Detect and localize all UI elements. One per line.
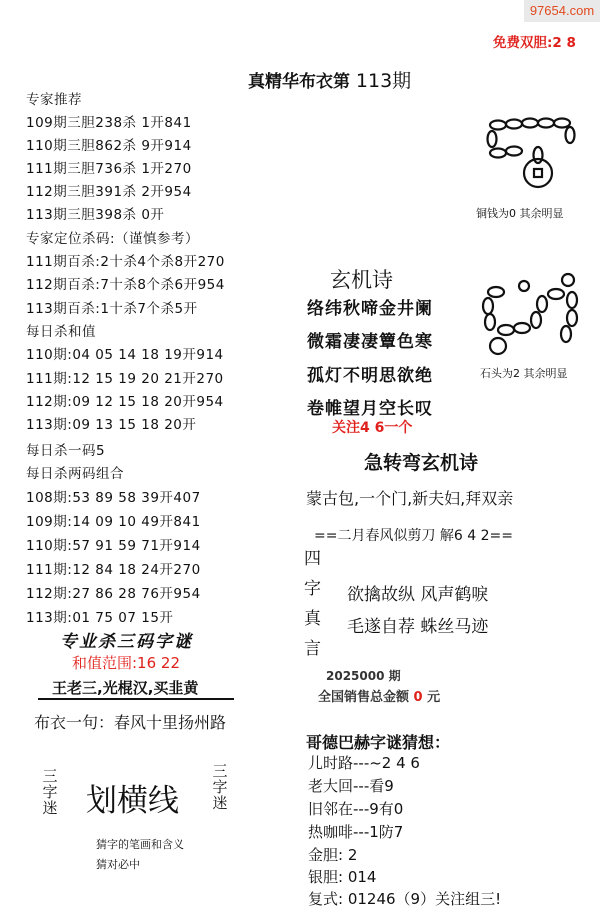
stone-chain-image: [476, 272, 586, 360]
title-issue: 113期: [355, 70, 412, 92]
poem-focus: 关注4 6一个: [332, 420, 413, 436]
poem-line: 微霜凄凄簟色寒: [307, 332, 433, 352]
sum-line: 113期:09 13 15 18 20开: [26, 417, 197, 433]
zimi-left-char: 三: [42, 767, 58, 785]
zimi-right: [212, 763, 228, 811]
four-char: 言: [304, 639, 321, 659]
poem-line: 孤灯不明思欲绝: [307, 366, 433, 386]
four-char: 字: [304, 579, 321, 599]
kill-two-line: 110期:57 91 59 71开914: [26, 538, 201, 554]
guess-hint: 猜字的笔画和含义: [96, 838, 184, 851]
kill-two-line: 109期:14 09 10 49开841: [26, 514, 201, 530]
sales-label: 全国销售总金额: [318, 690, 410, 705]
sum-range: 和值范围:16 22: [72, 654, 180, 672]
sum-line: 110期:04 05 14 18 19开914: [26, 347, 224, 363]
goldbach-line: 复式: 01246（9）关注组三!: [308, 890, 502, 908]
sales-issue: 2025000 期: [326, 669, 401, 683]
kill-two-line: 113期:01 75 07 15开: [26, 610, 174, 626]
kill-two-heading: 每日杀两码组合: [26, 466, 124, 482]
zimi-left: [42, 768, 58, 816]
title-text: 真精华布衣第: [248, 72, 350, 92]
stone-caption: 石头为2 其余明显: [480, 367, 568, 380]
position-line: 112期百杀:7十杀8个杀6开954: [26, 277, 225, 293]
goldbach-line: 热咖啡---1防7: [308, 823, 404, 841]
solve-line: ==二月春风似剪刀 解6 4 2==: [314, 528, 513, 544]
four-char: 四: [304, 549, 321, 569]
watermark-badge: 97654.com: [524, 0, 600, 22]
kill-two-line: 111期:12 84 18 24开270: [26, 562, 201, 578]
sum-line: 112期:09 12 15 18 20开954: [26, 394, 224, 410]
poem-line: 卷帷望月空长叹: [307, 399, 433, 419]
truth-line: 毛遂自荐 蛛丝马迹: [347, 617, 489, 637]
position-line: 111期百杀:2十杀4个杀8开270: [26, 254, 225, 270]
turn-title: 急转弯玄机诗: [364, 452, 479, 474]
poem-title: 玄机诗: [330, 268, 393, 292]
goldbach-line: 银胆: 014: [308, 868, 377, 886]
four-char-vertical: [304, 544, 324, 664]
goldbach-line: 儿时路---~2 4 6: [308, 754, 420, 772]
four-char: 真: [304, 609, 321, 629]
goldbach-title: 哥德巴赫字谜猜想：: [306, 733, 451, 752]
poem-line: 络纬秋啼金井阑: [307, 299, 433, 319]
expert-heading: 专家推荐: [26, 92, 82, 108]
guess-hint-2: 猜对必中: [96, 858, 140, 871]
goldbach-line: 老大回---看9: [308, 777, 394, 795]
zimi-right-char: 迷: [212, 794, 228, 812]
zimi-right-char: 字: [212, 778, 228, 796]
buyi-line: 布衣一句：春风十里扬州路: [34, 713, 227, 732]
zimi-left-char: 字: [42, 783, 58, 801]
zimi-center: 划横线: [86, 783, 179, 819]
coin-caption: 铜钱为0 其余明显: [476, 207, 564, 220]
zimi-right-char: 三: [212, 762, 228, 780]
turn-line: 蒙古包,一个门,新夫妇,拜双亲: [306, 489, 514, 508]
zimi-left-char: 迷: [42, 799, 58, 817]
coin-chain-image: [478, 115, 588, 195]
riddle-text: 王老三,光棍汉,买韭黄: [52, 679, 199, 697]
sum-line: 111期:12 15 19 20 21开270: [26, 371, 224, 387]
sales-value: 0: [413, 690, 423, 705]
expert-line: 113期三胆398杀 0开: [26, 207, 165, 223]
riddle-underline: [38, 698, 234, 700]
kill-two-line: 108期:53 89 58 39开407: [26, 490, 201, 506]
riddle-title: 专业杀三码字谜: [60, 632, 193, 652]
expert-line: 110期三胆862杀 9开914: [26, 138, 192, 154]
sum-heading: 每日杀和值: [26, 324, 96, 340]
sales-unit: 元: [427, 690, 441, 705]
expert-line: 112期三胆391杀 2开954: [26, 184, 192, 200]
truth-line: 欲擒故纵 风声鹤唳: [347, 585, 489, 605]
goldbach-line: 旧邻在---9有0: [308, 800, 404, 818]
kill-two-line: 112期:27 86 28 76开954: [26, 586, 201, 602]
goldbach-line: 金胆: 2: [308, 846, 358, 864]
position-line: 113期百杀:1十杀7个杀5开: [26, 301, 198, 317]
free-double-label: 免费双胆:2 8: [493, 35, 576, 51]
sales-total: [318, 686, 440, 705]
expert-line: 109期三胆238杀 1开841: [26, 115, 192, 131]
expert-line: 111期三胆736杀 1开270: [26, 161, 192, 177]
position-heading: 专家定位杀码:（谨慎参考）: [26, 231, 200, 247]
page-title: [248, 66, 411, 93]
kill-one-code: 每日杀一码5: [26, 443, 106, 459]
